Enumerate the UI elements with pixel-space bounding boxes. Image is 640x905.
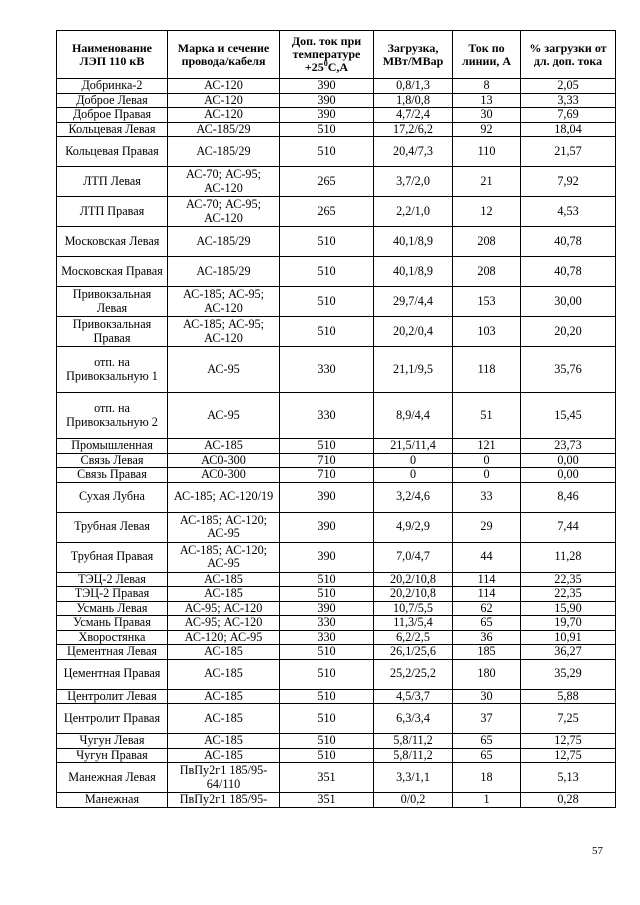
cell-wire-type: АС0-300 — [168, 468, 280, 483]
cell-allowed-current: 510 — [280, 645, 374, 660]
cell-load-percent: 7,69 — [521, 108, 616, 123]
cell-line-current: 29 — [453, 512, 521, 542]
table-row — [57, 748, 616, 763]
table-row — [57, 287, 616, 317]
cell-allowed-current: 510 — [280, 122, 374, 137]
cell-load: 17,2/6,2 — [374, 122, 453, 137]
header-load-percent: % загрузки от дл. доп. тока — [521, 31, 616, 79]
cell-load: 20,2/10,8 — [374, 587, 453, 602]
cell-wire-type: АС-70; АС-95; АС-120 — [168, 197, 280, 227]
cell-load-percent: 7,92 — [521, 167, 616, 197]
cell-line-current: 92 — [453, 122, 521, 137]
cell-load: 20,2/10,8 — [374, 572, 453, 587]
header-allowed-suffix: С,А — [327, 60, 349, 74]
header-load: Загрузка, МВт/МВар — [374, 31, 453, 79]
cell-load-percent: 30,00 — [521, 287, 616, 317]
cell-load: 0,8/1,3 — [374, 79, 453, 94]
cell-load: 1,8/0,8 — [374, 93, 453, 108]
cell-line-current: 12 — [453, 197, 521, 227]
cell-wire-type: АС-185 — [168, 572, 280, 587]
cell-line-name: Усмань Правая — [57, 616, 168, 631]
cell-allowed-current: 330 — [280, 616, 374, 631]
cell-wire-type: АС-185; АС-120; АС-95 — [168, 542, 280, 572]
table-row — [57, 122, 616, 137]
cell-line-name: Центролит Правая — [57, 704, 168, 734]
table-body — [57, 79, 616, 808]
cell-load-percent: 15,45 — [521, 393, 616, 439]
cell-allowed-current: 330 — [280, 630, 374, 645]
cell-line-current: 13 — [453, 93, 521, 108]
cell-wire-type: АС-95; АС-120 — [168, 616, 280, 631]
cell-allowed-current: 390 — [280, 542, 374, 572]
cell-allowed-current: 510 — [280, 587, 374, 602]
cell-allowed-current: 710 — [280, 453, 374, 468]
cell-wire-type: АС-185 — [168, 689, 280, 704]
cell-wire-type: АС-185/29 — [168, 257, 280, 287]
cell-line-name: Привокзальная Правая — [57, 317, 168, 347]
cell-load: 25,2/25,2 — [374, 659, 453, 689]
cell-allowed-current: 265 — [280, 167, 374, 197]
cell-load: 40,1/8,9 — [374, 257, 453, 287]
cell-allowed-current: 390 — [280, 79, 374, 94]
cell-line-name: Манежная — [57, 793, 168, 808]
cell-line-current: 114 — [453, 587, 521, 602]
cell-line-current: 118 — [453, 347, 521, 393]
cell-wire-type: АС-185 — [168, 439, 280, 454]
cell-load: 0/0,2 — [374, 793, 453, 808]
table-row — [57, 453, 616, 468]
cell-allowed-current: 510 — [280, 439, 374, 454]
cell-line-current: 30 — [453, 689, 521, 704]
cell-line-name: Трубная Левая — [57, 512, 168, 542]
cell-line-current: 110 — [453, 137, 521, 167]
cell-allowed-current: 390 — [280, 482, 374, 512]
cell-allowed-current: 265 — [280, 197, 374, 227]
cell-line-current: 0 — [453, 453, 521, 468]
cell-load: 11,3/5,4 — [374, 616, 453, 631]
table-row — [57, 763, 616, 793]
cell-allowed-current: 510 — [280, 137, 374, 167]
cell-load-percent: 35,76 — [521, 347, 616, 393]
table-row — [57, 793, 616, 808]
cell-allowed-current: 510 — [280, 734, 374, 749]
table-row — [57, 227, 616, 257]
cell-load-percent: 4,53 — [521, 197, 616, 227]
cell-load: 6,2/2,5 — [374, 630, 453, 645]
cell-allowed-current: 510 — [280, 227, 374, 257]
table-row — [57, 317, 616, 347]
cell-allowed-current: 510 — [280, 659, 374, 689]
header-allowed-current — [280, 31, 374, 79]
table-header-row — [57, 31, 616, 79]
cell-wire-type: АС-95 — [168, 393, 280, 439]
cell-allowed-current: 710 — [280, 468, 374, 483]
cell-line-name: Московская Левая — [57, 227, 168, 257]
cell-line-name: Доброе Правая — [57, 108, 168, 123]
cell-wire-type: АС-70; АС-95; АС-120 — [168, 167, 280, 197]
cell-load: 4,5/3,7 — [374, 689, 453, 704]
cell-line-name: Связь Правая — [57, 468, 168, 483]
cell-line-name: Связь Левая — [57, 453, 168, 468]
cell-line-current: 103 — [453, 317, 521, 347]
cell-load-percent: 3,33 — [521, 93, 616, 108]
power-lines-table — [56, 30, 616, 808]
cell-load-percent: 21,57 — [521, 137, 616, 167]
cell-line-name: отп. на Привокзальную 2 — [57, 393, 168, 439]
cell-allowed-current: 390 — [280, 601, 374, 616]
cell-line-name: ТЭЦ-2 Левая — [57, 572, 168, 587]
cell-line-name: Промышленная — [57, 439, 168, 454]
cell-wire-type: АС-185 — [168, 659, 280, 689]
cell-line-name: ЛТП Правая — [57, 197, 168, 227]
cell-allowed-current: 510 — [280, 748, 374, 763]
cell-wire-type: АС-185; АС-120/19 — [168, 482, 280, 512]
cell-load-percent: 7,44 — [521, 512, 616, 542]
cell-allowed-current: 390 — [280, 512, 374, 542]
table-row — [57, 167, 616, 197]
cell-line-name: Кольцевая Левая — [57, 122, 168, 137]
cell-wire-type: АС-120 — [168, 108, 280, 123]
cell-load-percent: 23,73 — [521, 439, 616, 454]
cell-line-name: отп. на Привокзальную 1 — [57, 347, 168, 393]
cell-allowed-current: 351 — [280, 793, 374, 808]
cell-line-current: 8 — [453, 79, 521, 94]
table-row — [57, 468, 616, 483]
cell-load-percent: 2,05 — [521, 79, 616, 94]
cell-load: 0 — [374, 453, 453, 468]
cell-wire-type: АС-95; АС-120 — [168, 601, 280, 616]
cell-allowed-current: 351 — [280, 763, 374, 793]
cell-line-name: Цементная Левая — [57, 645, 168, 660]
cell-load-percent: 5,13 — [521, 763, 616, 793]
cell-load: 5,8/11,2 — [374, 734, 453, 749]
cell-load: 6,3/3,4 — [374, 704, 453, 734]
cell-line-current: 180 — [453, 659, 521, 689]
cell-wire-type: АС-185 — [168, 748, 280, 763]
cell-load-percent: 20,20 — [521, 317, 616, 347]
cell-wire-type: АС-185 — [168, 704, 280, 734]
cell-line-current: 33 — [453, 482, 521, 512]
page-number: 57 — [592, 845, 603, 857]
cell-line-name: Хворостянка — [57, 630, 168, 645]
cell-line-name: ТЭЦ-2 Правая — [57, 587, 168, 602]
table-row — [57, 659, 616, 689]
cell-line-name: Манежная Левая — [57, 763, 168, 793]
cell-line-name: Цементная Правая — [57, 659, 168, 689]
cell-load: 2,2/1,0 — [374, 197, 453, 227]
cell-load: 21,5/11,4 — [374, 439, 453, 454]
cell-line-current: 1 — [453, 793, 521, 808]
table-row — [57, 482, 616, 512]
cell-load-percent: 10,91 — [521, 630, 616, 645]
cell-line-name: Добринка-2 — [57, 79, 168, 94]
table-row — [57, 197, 616, 227]
cell-line-name: Сухая Лубна — [57, 482, 168, 512]
cell-wire-type: АС-185; АС-95; АС-120 — [168, 287, 280, 317]
cell-line-current: 62 — [453, 601, 521, 616]
cell-load: 0 — [374, 468, 453, 483]
cell-load: 7,0/4,7 — [374, 542, 453, 572]
cell-line-current: 30 — [453, 108, 521, 123]
cell-load-percent: 0,00 — [521, 453, 616, 468]
cell-load: 40,1/8,9 — [374, 227, 453, 257]
cell-allowed-current: 510 — [280, 317, 374, 347]
cell-allowed-current: 510 — [280, 572, 374, 587]
cell-wire-type: АС-185/29 — [168, 227, 280, 257]
cell-line-current: 114 — [453, 572, 521, 587]
cell-load-percent: 5,88 — [521, 689, 616, 704]
cell-wire-type: АС-185; АС-95; АС-120 — [168, 317, 280, 347]
cell-load: 4,9/2,9 — [374, 512, 453, 542]
cell-load-percent: 7,25 — [521, 704, 616, 734]
cell-load: 8,9/4,4 — [374, 393, 453, 439]
cell-line-name: Привокзальная Левая — [57, 287, 168, 317]
table-row — [57, 616, 616, 631]
cell-line-current: 37 — [453, 704, 521, 734]
cell-wire-type: АС-120 — [168, 79, 280, 94]
cell-line-current: 0 — [453, 468, 521, 483]
cell-wire-type: АС-185 — [168, 587, 280, 602]
cell-wire-type: АС-185/29 — [168, 122, 280, 137]
cell-load: 3,2/4,6 — [374, 482, 453, 512]
cell-line-name: Центролит Левая — [57, 689, 168, 704]
cell-line-current: 121 — [453, 439, 521, 454]
cell-line-current: 21 — [453, 167, 521, 197]
cell-load-percent: 19,70 — [521, 616, 616, 631]
cell-wire-type: АС-185 — [168, 645, 280, 660]
cell-load: 20,2/0,4 — [374, 317, 453, 347]
table-row — [57, 542, 616, 572]
cell-load: 26,1/25,6 — [374, 645, 453, 660]
header-allowed-prefix: Доп. ток при температуре +25 — [291, 34, 362, 74]
cell-line-current: 51 — [453, 393, 521, 439]
cell-load: 5,8/11,2 — [374, 748, 453, 763]
cell-allowed-current: 510 — [280, 704, 374, 734]
cell-load-percent: 0,00 — [521, 468, 616, 483]
table-row — [57, 645, 616, 660]
cell-line-current: 185 — [453, 645, 521, 660]
cell-allowed-current: 330 — [280, 347, 374, 393]
cell-allowed-current: 390 — [280, 93, 374, 108]
cell-load-percent: 40,78 — [521, 227, 616, 257]
table-row — [57, 630, 616, 645]
cell-line-name: Чугун Левая — [57, 734, 168, 749]
cell-line-name: Трубная Правая — [57, 542, 168, 572]
cell-wire-type: АС0-300 — [168, 453, 280, 468]
cell-load-percent: 40,78 — [521, 257, 616, 287]
cell-load-percent: 35,29 — [521, 659, 616, 689]
cell-allowed-current: 510 — [280, 287, 374, 317]
cell-allowed-current: 510 — [280, 689, 374, 704]
cell-load-percent: 18,04 — [521, 122, 616, 137]
table-row — [57, 439, 616, 454]
cell-line-current: 36 — [453, 630, 521, 645]
cell-line-current: 208 — [453, 257, 521, 287]
table-row — [57, 704, 616, 734]
cell-wire-type: АС-120; АС-95 — [168, 630, 280, 645]
header-line-current: Ток по линии, А — [453, 31, 521, 79]
header-allowed-sup: 0 — [323, 59, 328, 68]
cell-line-name: Доброе Левая — [57, 93, 168, 108]
cell-load-percent: 0,28 — [521, 793, 616, 808]
cell-wire-type: АС-185; АС-120; АС-95 — [168, 512, 280, 542]
cell-load: 21,1/9,5 — [374, 347, 453, 393]
table-row — [57, 572, 616, 587]
cell-load-percent: 12,75 — [521, 748, 616, 763]
cell-load: 4,7/2,4 — [374, 108, 453, 123]
cell-line-current: 208 — [453, 227, 521, 257]
cell-wire-type: АС-185 — [168, 734, 280, 749]
cell-line-current: 18 — [453, 763, 521, 793]
cell-line-current: 65 — [453, 748, 521, 763]
cell-wire-type: АС-120 — [168, 93, 280, 108]
cell-wire-type: АС-95 — [168, 347, 280, 393]
cell-allowed-current: 390 — [280, 108, 374, 123]
cell-load-percent: 22,35 — [521, 587, 616, 602]
table-row — [57, 393, 616, 439]
cell-line-current: 65 — [453, 616, 521, 631]
table-row — [57, 512, 616, 542]
cell-allowed-current: 330 — [280, 393, 374, 439]
cell-wire-type: ПвПу2г1 185/95-64/110 — [168, 763, 280, 793]
cell-line-current: 65 — [453, 734, 521, 749]
cell-line-name: ЛТП Левая — [57, 167, 168, 197]
table-row — [57, 79, 616, 94]
table-row — [57, 587, 616, 602]
cell-load-percent: 12,75 — [521, 734, 616, 749]
cell-load-percent: 36,27 — [521, 645, 616, 660]
cell-wire-type: ПвПу2г1 185/95- — [168, 793, 280, 808]
cell-load: 3,7/2,0 — [374, 167, 453, 197]
cell-line-name: Чугун Правая — [57, 748, 168, 763]
table-row — [57, 257, 616, 287]
table-row — [57, 347, 616, 393]
cell-line-name: Кольцевая Правая — [57, 137, 168, 167]
table-row — [57, 137, 616, 167]
cell-load-percent: 8,46 — [521, 482, 616, 512]
cell-line-name: Московская Правая — [57, 257, 168, 287]
cell-allowed-current: 510 — [280, 257, 374, 287]
table-row — [57, 689, 616, 704]
cell-line-name: Усмань Левая — [57, 601, 168, 616]
table-row — [57, 93, 616, 108]
cell-line-current: 44 — [453, 542, 521, 572]
cell-load: 10,7/5,5 — [374, 601, 453, 616]
header-wire-type: Марка и сечение провода/кабеля — [168, 31, 280, 79]
cell-load-percent: 22,35 — [521, 572, 616, 587]
table-row — [57, 108, 616, 123]
cell-load-percent: 11,28 — [521, 542, 616, 572]
table-row — [57, 601, 616, 616]
cell-wire-type: АС-185/29 — [168, 137, 280, 167]
cell-load: 20,4/7,3 — [374, 137, 453, 167]
cell-load-percent: 15,90 — [521, 601, 616, 616]
table-row — [57, 734, 616, 749]
cell-line-current: 153 — [453, 287, 521, 317]
cell-load: 29,7/4,4 — [374, 287, 453, 317]
cell-load: 3,3/1,1 — [374, 763, 453, 793]
header-line-name: Наименование ЛЭП 110 кВ — [57, 31, 168, 79]
